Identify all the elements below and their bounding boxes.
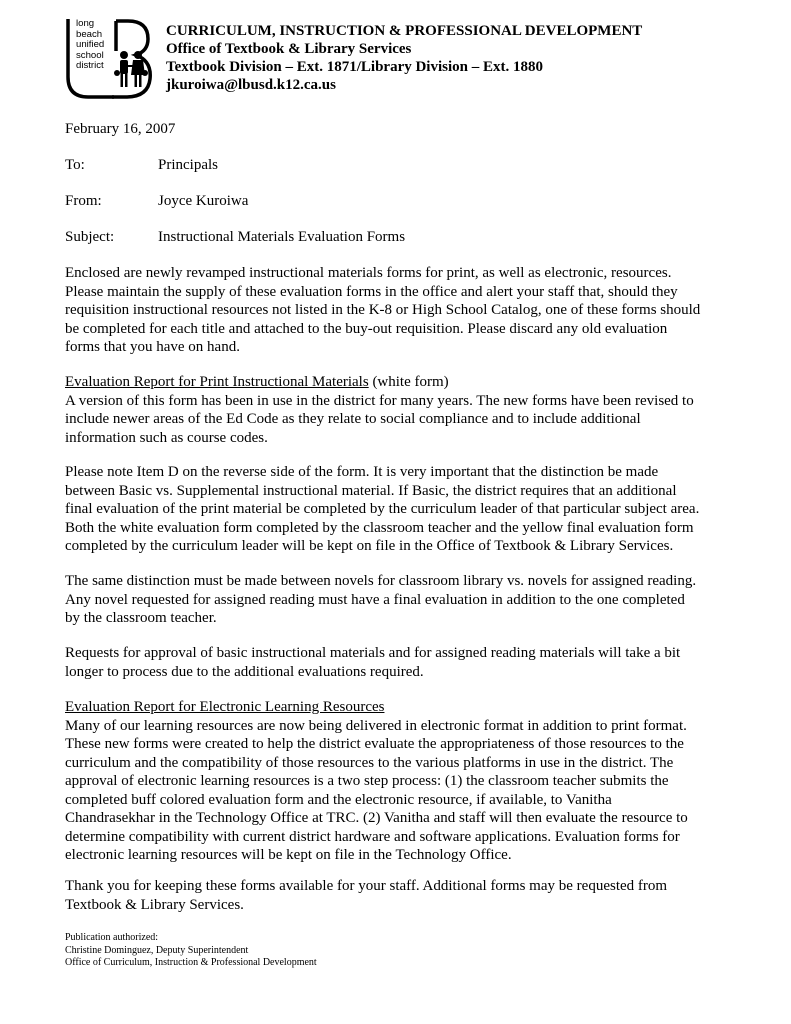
memo-date: February 16, 2007 [65,121,176,137]
text-line: information such as course codes. [65,429,268,446]
text-line: Many of our learning resources are now being delivered in electronic format in addition to print format. [65,717,687,734]
text-line: forms that you have on hand. [65,339,240,355]
text-line: Thank you for keeping these forms available for your staff. Additional forms may be requested from [65,878,668,894]
text-line: The same distinction must be made between novels for classroom library vs. novels for assigned reading. [65,573,697,589]
electronic-section-heading: Evaluation Report for Electronic Learning Resources [65,699,385,715]
electronic-section [65,698,735,865]
text-line: be completed for each title and attached to the buy-out requisition. Please discard any old evaluation [65,320,668,337]
text-line: approval of electronic learning resources is a two step process: (1) the classroom teacher submits the [65,773,669,789]
logo-line: district [76,60,104,72]
district-logo [62,17,154,101]
text-line: Please maintain the supply of these evaluation forms in the office and alert your staff that, should they [65,283,678,300]
text-line: completed buff colored evaluation form and the electronic resource, if available, to Vanitha [65,791,612,808]
text-line: Both the white evaluation form completed by the classroom teacher and the yellow final evaluation form [65,519,694,536]
text-line: Enclosed are newly revamped instructional materials forms for print, as well as electronic, resources. [65,265,672,281]
text-line: Any novel requested for assigned reading must have a final evaluation in addition to the one completed [65,591,685,608]
subject-label: Subject: [65,229,115,245]
memo-subject [65,228,405,246]
from-label: From: [65,193,102,209]
text-line: final evaluation of the print material be completed by the curriculum leader of that particular subject area. [65,501,700,517]
print-heading-title: Evaluation Report for Print Instructional Materials [65,374,369,390]
text-line: longer to process due to the additional evaluations required. [65,663,424,680]
logo-line: long [76,18,95,29]
contact-email[interactable]: jkuroiwa@lbusd.k12.ca.us [166,77,336,93]
office-name: Office of Textbook & Library Services [166,41,412,57]
from-value: Joyce Kuroiwa [158,193,249,209]
footer-office: Office of Curriculum, Instruction & Professional Development [65,957,317,968]
text-line: Chandrasekhar in the Technology Office at TRC. (2) Vanitha and staff will then evaluate the resource to [65,810,688,826]
text-line: electronic learning resources will be kept on file in the Technology Office. [65,847,512,863]
item-d-paragraph [65,463,735,556]
text-line: completed by the curriculum leader will be kept on file in the Office of Textbook & Library Services. [65,538,674,554]
text-line: A version of this form has been in use in the district for many years. The new forms have been revised to [65,392,694,409]
text-line: Requests for approval of basic instructional materials and for assigned reading materials will take a bit [65,645,681,661]
footer-authorizer: Christine Dominguez, Deputy Superintendent [65,944,249,956]
to-value: Principals [158,157,218,173]
subject-value: Instructional Materials Evaluation Forms [158,229,406,245]
intro-paragraph [65,264,735,357]
text-line: between Basic vs. Supplemental instructional material. If Basic, the district requires that an additional [65,482,677,499]
text-line: Textbook & Library Services. [65,896,244,913]
memo-to [65,156,218,174]
memo-from [65,192,248,210]
print-section [65,373,735,447]
requests-paragraph [65,644,735,681]
division-extensions: Textbook Division – Ext. 1871/Library Division – Ext. 1880 [166,59,543,75]
novels-paragraph [65,572,735,628]
logo-line: school [76,49,104,61]
text-line: requisition instructional resources not listed in the K-8 or High School Catalog, one of these forms should [65,302,701,318]
text-line: curriculum and the compatibility of those resources to the various platforms in use in the district. The [65,754,674,771]
logo-line: beach [76,28,103,40]
text-line: These new forms were created to help the district evaluate the appropriateness of those resources to the [65,736,684,752]
publication-footer [65,932,317,970]
text-line: determine compatibility with current district hardware and software applications. Evaluation forms for [65,828,680,845]
closing-paragraph [65,877,735,914]
to-label: To: [65,157,85,173]
text-line: by the classroom teacher. [65,610,217,626]
department-title: CURRICULUM, INSTRUCTION & PROFESSIONAL DEVELOPMENT [166,23,643,39]
print-heading-suffix: (white form) [368,374,449,390]
footer-authorized: Publication authorized: [65,932,159,943]
letterhead [166,22,642,94]
logo-line: unified [76,39,105,51]
text-line: Please note Item D on the reverse side of the form. It is very important that the distinction be made [65,464,659,480]
text-line: include newer areas of the Ed Code as they relate to social compliance and to include additional [65,411,641,427]
logo-text [76,19,104,72]
print-section-heading [65,373,735,392]
